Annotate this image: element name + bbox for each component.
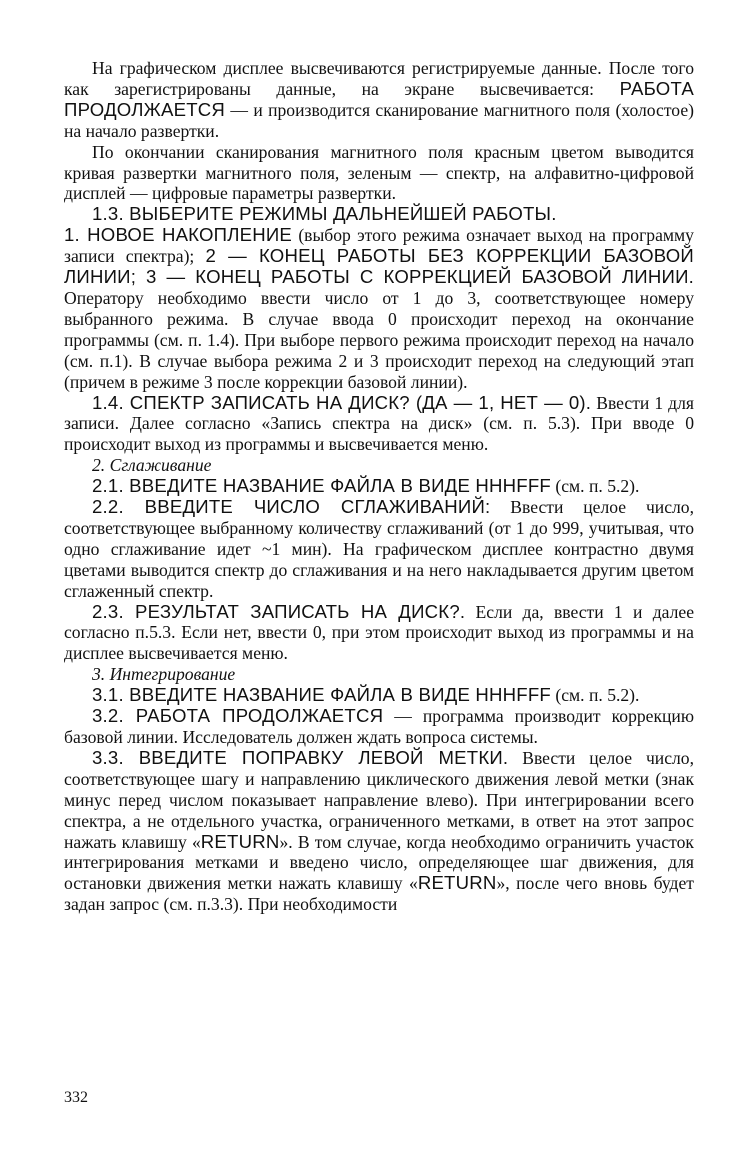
system-message: 2.2. ВВЕДИТЕ ЧИСЛО СГЛАЖИВАНИЙ: [92, 496, 491, 518]
paragraph [64, 204, 694, 225]
paragraph-text: (выбор этого режима означает выход на программу записи спектра); [64, 225, 694, 267]
system-message: 2.3. РЕЗУЛЬТАТ ЗАПИСАТЬ НА ДИСК?. [92, 600, 466, 622]
paragraph [64, 497, 694, 602]
system-message: 2 — КОНЕЦ РАБОТЫ БЕЗ КОРРЕКЦИИ БАЗОВОЙ ЛИНИИ; 3 — КОНЕЦ РАБОТЫ С КОРРЕКЦИЕЙ БАЗОВОЙ ЛИНИИ. [64, 245, 694, 288]
key-name: RETURN [200, 830, 280, 852]
paragraph [64, 476, 694, 497]
paragraph-text: Ввести 1 для записи. Далее согласно «Запись спектра на диск» (см. п. 5.3). При вводе 0 происходит выход из программы и высвечивается меню. [64, 392, 694, 455]
paragraph-text: Если да, ввести 1 и далее согласно п.5.3. Если нет, ввести 0, при этом происходит выход из программы и на дисплее высвечивается меню. [64, 601, 695, 664]
paragraph-text: (см. п. 5.2). [550, 685, 640, 706]
paragraph-text: ». В том случае, когда необходимо ограничить участок интегрирования метками и введено число, определяющее шаг движения, для остановки движения метки нажать клавишу « [64, 831, 694, 894]
system-message: РАБОТА ПРОДОЛЖАЕТСЯ [64, 77, 694, 120]
key-name: RETURN [417, 872, 497, 894]
paragraph-text: Ввести целое число, соответствующее шагу и направлению циклического движения левой метки (знак минус перед числом показывает направление влево). При интегрировании всего спектра, а не отдельного участка, ограниченного метками, в ответ на этот запрос нажать клавишу « [64, 747, 695, 852]
system-message: 2.1. ВВЕДИТЕ НАЗВАНИЕ ФАЙЛА В ВИДЕ HHHFFF [92, 475, 551, 497]
paragraph-text: — и производится сканирование магнитного поля (холостое) на начало развертки. [64, 99, 694, 141]
system-message: 3.2. РАБОТА ПРОДОЛЖАЕТСЯ [92, 705, 384, 727]
section-heading: 3. Интегрирование [92, 664, 236, 685]
paragraph-text: (см. п. 5.2). [550, 476, 640, 497]
system-message: 1. НОВОЕ НАКОПЛЕНИЕ [64, 224, 293, 246]
page-number: 332 [64, 1089, 88, 1106]
page-body [64, 58, 694, 915]
paragraph-text: По окончании сканирования магнитного поля красным цветом выводится кривая развертки магнитного поля, зеленым — спектр, на алфавитно-цифровой дисплей — цифровые параметры развертки. [64, 141, 694, 204]
paragraph [64, 748, 694, 915]
paragraph-text: — программа производит коррекцию базовой линии. Исследователь должен ждать вопроса системы. [64, 706, 694, 747]
section-heading: 2. Сглаживание [92, 455, 212, 476]
paragraph-text: Оператору необходимо ввести число от 1 до 3, соответствующее номеру выбранного режима. В случае ввода 0 происходит переход на окончание программы (см. п. 1.4). При выборе первого режима происходит переход на начало (см. п.1). В случае выбора режима 2 и 3 происходит переход на следующий этап (причем в режиме 3 после коррекции базовой линии). [64, 287, 694, 392]
paragraph [64, 58, 694, 142]
paragraph-text: », после чего вновь будет задан запрос (см. п.3.3). При необходимости [64, 873, 694, 915]
paragraph-text: Ввести целое число, соответствующее выбранному количеству сглаживаний (от 1 до 999, учитывая, что одно сглаживание идет ~1 мин). На графическом дисплее контрастно двумя цветами выводится спектр до сглаживания и на него накладывается другим цветом сглаженный спектр. [64, 497, 695, 601]
paragraph [64, 393, 694, 456]
system-message: 1.3. ВЫБЕРИТЕ РЕЖИМЫ ДАЛЬНЕЙШЕЙ РАБОТЫ. [92, 203, 557, 225]
paragraph-text: На графическом дисплее высвечиваются регистрируемые данные. После того как зарегистрированы данные, на экране высвечивается: [64, 58, 694, 99]
system-message: 3.1. ВВЕДИТЕ НАЗВАНИЕ ФАЙЛА В ВИДЕ HHHFFF [92, 684, 551, 706]
paragraph [64, 706, 694, 748]
paragraph [64, 142, 694, 205]
paragraph [64, 225, 694, 392]
paragraph [64, 685, 694, 706]
paragraph [64, 602, 694, 665]
system-message: 3.3. ВВЕДИТЕ ПОПРАВКУ ЛЕВОЙ МЕТКИ. [92, 746, 509, 768]
system-message: 1.4. СПЕКТР ЗАПИСАТЬ НА ДИСК? (ДА — 1, НЕТ — 0). [92, 391, 592, 413]
